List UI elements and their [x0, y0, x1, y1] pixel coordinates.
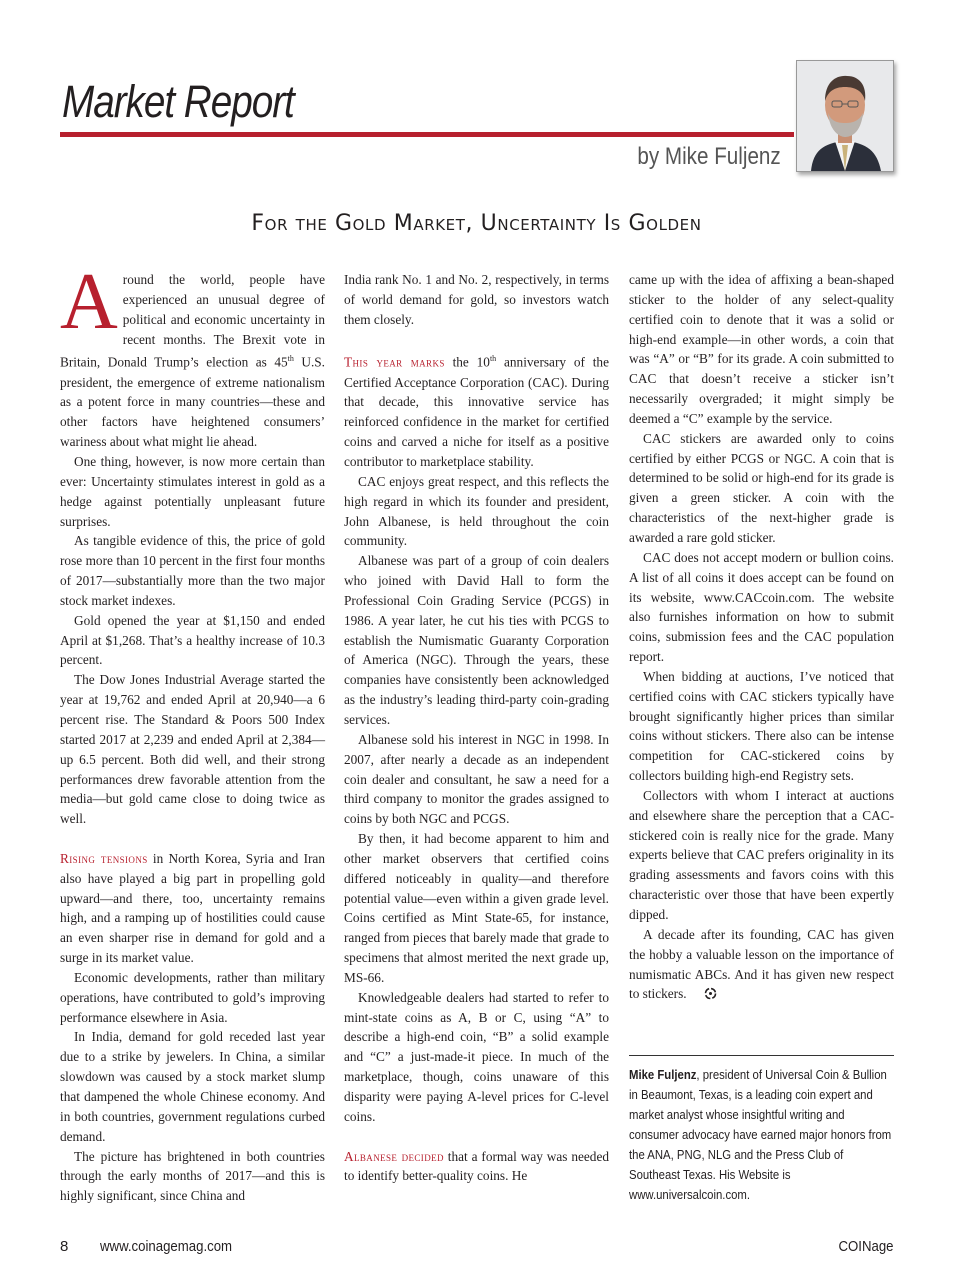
paragraph: CAC enjoys great respect, and this reflects the high regard in which its founder and president, John Albanese, is held throughout the coin community.	[344, 473, 609, 549]
superscript: th	[489, 354, 497, 364]
bio-name: Mike Fuljenz	[629, 1067, 697, 1082]
author-bio	[629, 1065, 894, 1205]
paragraph: As tangible evidence of this, the price of gold rose more than 10 percent in the first four months of 2017—substantially more than the two major stock market indexes.	[60, 533, 325, 608]
paragraph-text: that a formal way was needed to identify better-quality coins. He	[344, 1148, 609, 1184]
bio-text-block	[629, 1065, 894, 1205]
paragraph: The picture has brightened in both countries through the early months of 2017—and this is highly significant, since China and	[60, 1148, 325, 1204]
section-lead-in: Rising tensions	[60, 850, 148, 866]
paragraph: Albanese sold his interest in NGC in 1998. In 2007, after nearly a decade as an independent coin dealer and consultant, he saw a need for a third company to monitor the grades assigned to coins by both NGC and PCGS.	[344, 731, 609, 827]
paragraph: Collectors with whom I interact at auctions and elsewhere share the perception that a CAC-stickered coin is really nice for the grade. Many experts believe that CAC prefers originality in its grading assessments and favors coins with this characteristic over those that have been expertly dipped.	[629, 787, 894, 922]
paragraph: One thing, however, is now more certain than ever: Uncertainty stimulates interest in gold as a hedge against potentially unpleasant future surprises.	[60, 454, 325, 529]
drop-cap: A	[60, 258, 118, 346]
paragraph: Knowledgeable dealers had started to refer to mint-state coins as A, B or C, using “A” to describe a high-end coin, “B” a solid example and “C” a just-made-it piece. In much of the marketplace, though, coins unaware of this disparity were paying A-level prices for C-level coins.	[344, 989, 609, 1124]
paragraph-text: round the world, people have experienced an unusual degree of political and economic uncertainty in recent months. The Brexit vote in Britain, Donald Trump’s election as 45	[60, 272, 325, 370]
header-rule	[60, 132, 794, 137]
paragraph: CAC does not accept modern or bullion coins. A list of all coins it does accept can be found on its website, www.CACcoin.com. The website also furnishes information on how to submit coins, submission fees and the CAC population report.	[629, 549, 894, 665]
paragraph: CAC stickers are awarded only to coins certified by either PCGS or NGC. A coin that is determined to be solid or high-end for its grade is given a green sticker. A coin with the characteristics of the next-higher grade is awarded a rare gold sticker.	[629, 430, 894, 545]
paragraph: By then, it had become apparent to him and other market observers that certified coins differed noticeably in quality—and therefore potential value—even within a given grade level. Coins certified as Mint State-65, for instance, ranged from pieces that barely made that grade to specimens that almost merited the next grade up, MS-66.	[344, 831, 609, 985]
paragraph-text: the 10	[444, 354, 490, 370]
paragraph	[344, 349, 609, 471]
footer-website: www.coinagemag.com	[100, 1238, 233, 1255]
paragraph	[344, 1147, 609, 1187]
article-column-3	[629, 270, 894, 1006]
paragraph-text: U.S. president, the emergence of extreme nationalism as a potent force in many countries—these and other factors have heightened consumers’ wariness about what might lie ahead.	[60, 354, 325, 450]
paragraph: Gold opened the year at $1,150 and ended April at $1,268. That’s a healthy increase of 10.3 percent.	[60, 612, 325, 668]
paragraph	[629, 925, 894, 1006]
bio-text: , president of Universal Coin & Bullion in Beaumont, Texas, is a leading coin expert and market analyst whose insightful writing and consumer advocacy have earned major honors from the ANA, PNG, NLG and the Press Club of Southeast Texas. His Website is www.universalcoin.com.	[629, 1067, 892, 1202]
page-number: 8	[60, 1238, 69, 1255]
section-lead-in: Albanese decided	[344, 1148, 444, 1164]
article-column-1	[60, 258, 325, 1206]
paragraph: Economic developments, rather than military operations, have contributed to gold’s improving performance elsewhere in Asia.	[60, 969, 325, 1025]
paragraph: In India, demand for gold receded last year due to a strike by jewelers. In China, a similar slowdown was caused by a stock market slump that dampened the whole Chinese economy. And in both countries, government regulations curbed demand.	[60, 1029, 325, 1144]
paragraph	[60, 258, 325, 452]
paragraph: When bidding at auctions, I’ve noticed that certified coins with CAC stickers typically have brought significantly higher prices than similar coins without stickers. There also can be intense competition for CAC-stickered coins by collectors building high-end Registry sets.	[629, 668, 894, 784]
bio-divider	[629, 1055, 894, 1056]
author-photo	[796, 60, 894, 172]
paragraph-text: in North Korea, Syria and Iran also have played a big part in propelling gold upward—and there, too, uncertainty remains high, and a ramping up of hostilities could cause an even sharper rise in demand for gold and a surge in its market value.	[60, 850, 325, 966]
paragraph-text: A decade after its founding, CAC has given the hobby a valuable lesson on the importance of numismatic ABCs. And it has given new respect to stickers.	[629, 926, 894, 1002]
superscript: th	[287, 354, 294, 364]
end-mark-icon	[690, 986, 717, 1006]
headline-text: For the Gold Market, Uncertainty Is Golden	[251, 211, 702, 236]
article-headline	[0, 210, 953, 236]
paragraph: came up with the idea of affixing a bean-shaped sticker to the holder of any select-quality certified coin to denote that it was a solid or high-end example—in other words, a coin that was “A” or “B” for its grade. A coin submitted to CAC that doesn’t receive a sticker isn’t necessarily overgraded; it might simply be deemed a “C” example by the service.	[629, 272, 894, 426]
section-title: Market Report	[62, 76, 294, 127]
paragraph-text: anniversary of the Certified Acceptance Corporation (CAC). During that decade, this innovative service has reinforced confidence in the market for certified coins and carved a niche for itself as a positive contributor to marketplace stability.	[344, 354, 609, 470]
article-column-2	[344, 270, 609, 1186]
section-lead-in: This year marks	[344, 354, 445, 370]
paragraph: Albanese was part of a group of coin dealers who joined with David Hall to form the Professional Coin Grading Service (PCGS) in 1986. A year later, he cut his ties with PCGS to establish the Numismatic Guaranty Corporation of America (NGC). Through the years, these companies have consistently been acknowledged as the industry’s leading third-party coin-grading services.	[344, 553, 609, 727]
author-portrait-image	[797, 61, 893, 171]
footer-magazine-name: COINage	[838, 1238, 894, 1255]
paragraph: India rank No. 1 and No. 2, respectively, in terms of world demand for gold, so investors watch them closely.	[344, 272, 609, 327]
paragraph: The Dow Jones Industrial Average started the year at 19,762 and ended April at 20,940—a 6 percent rise. The Standard & Poors 500 Index started 2017 at 2,239 and ended April at 2,384—up 6.5 percent. Both did well, and their strong performances drew favorable attention from the media—but gold came close to doing twice as well.	[60, 672, 325, 827]
byline: by Mike Fuljenz	[637, 143, 781, 170]
paragraph	[60, 849, 325, 968]
